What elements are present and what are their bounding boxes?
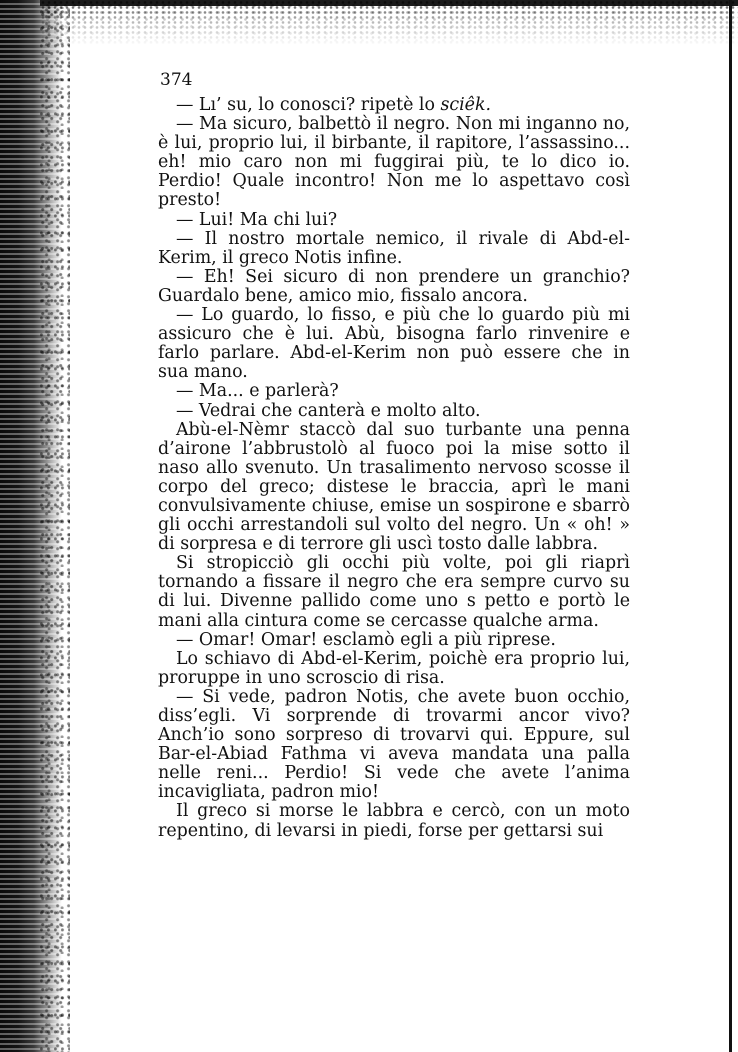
page-number: 374 [160,70,193,90]
scan-speckle [40,0,70,1052]
paragraph-text: — Eh! Sei sicuro di non prendere un granchio? Guardalo bene, amico mio, fissalo ancora. [158,266,630,306]
paragraph-text: — Lui! Ma chi lui? [176,209,338,230]
paragraph-text: — Omar! Omar! esclamò egli a più riprese. [176,629,556,650]
paragraph [158,688,630,803]
paragraph-text: Lo schiavo di Abd-el-Kerim, poichè era proprio lui, proruppe in uno scroscio di risa. [158,648,630,688]
paragraph-text: Abù-el-Nèmr staccò dal suo turbante una penna d’airone l’abbrustolò al fuoco poi la mise sotto il naso allo svenuto. Un trasalimento nervoso scosse il corpo del greco; distese le braccia, aprì le mani convulsivamente chiuse, emise un sospirone e sbarrò gli occhi arrestandoli sul volto del negro. Un « oh! » di sorpresa e di terrore gli uscì tosto dalle labbra. [158,419,630,555]
body-text [158,96,630,841]
paragraph-text: — Lı’ su, lo conosci? ripetè lo [176,95,441,115]
page-right-border [729,0,732,1052]
paragraph [158,96,630,115]
paragraph [158,631,630,650]
paragraph-text: — Lo guardo, lo fisso, e più che lo guardo più mi assicuro che è lui. Abù, bisogna farlo rinvenire e farlo parlare. Abd-el-Kerim non può essere che in sua mano. [158,305,630,383]
paragraph [158,268,630,306]
paragraph [158,650,630,688]
paragraph [158,306,630,382]
paragraph [158,802,630,840]
paragraph [158,421,630,555]
paragraph [158,230,630,268]
paragraph-text: — Si vede, padron Notis, che avete buon occhio, diss’egli. Vi sorprende di trovarmi ancor vivo? Anch’io sono sorpreso di trovarvi qui. Eppure, sul Bar-el-Abiad Fathma vi aveva mandata una palla nelle reni... Perdio! Si vede che avete l’anima incavigliata, padron mio! [158,686,630,803]
scan-top-noise [40,0,738,46]
paragraph [158,402,630,421]
paragraph-text: — Ma... e parlerà? [176,381,339,402]
paragraph-text: — Il nostro mortale nemico, il rivale di Abd-el-Kerim, il greco Notis infine. [158,228,630,268]
paragraph-text: Il greco si morse le labbra e cercò, con un moto repentino, di levarsi in piedi, forse per gettarsi sui [158,801,630,841]
paragraph [158,211,630,230]
paragraph [158,115,630,210]
paragraph [158,554,630,630]
paragraph [158,382,630,401]
paragraph-text: — Vedrai che canterà e molto alto. [176,400,481,421]
paragraph-text: — Ma sicuro, balbettò il negro. Non mi inganno no, è lui, proprio lui, il birbante, il rapitore, l’assassino... eh! mio caro non mi fuggirai più, te lo dico io. Perdio! Quale incontro! Non me lo aspettavo così presto! [158,114,630,211]
paragraph-italic-text: sciêk. [440,95,492,115]
paragraph-text: Si stropicciò gli occhi più volte, poi gli riaprì tornando a fissare il negro che era sempre curvo su di lui. Divenne pallido come uno s petto e portò le mani alla cintura come se cercasse qualche arma. [158,553,630,631]
